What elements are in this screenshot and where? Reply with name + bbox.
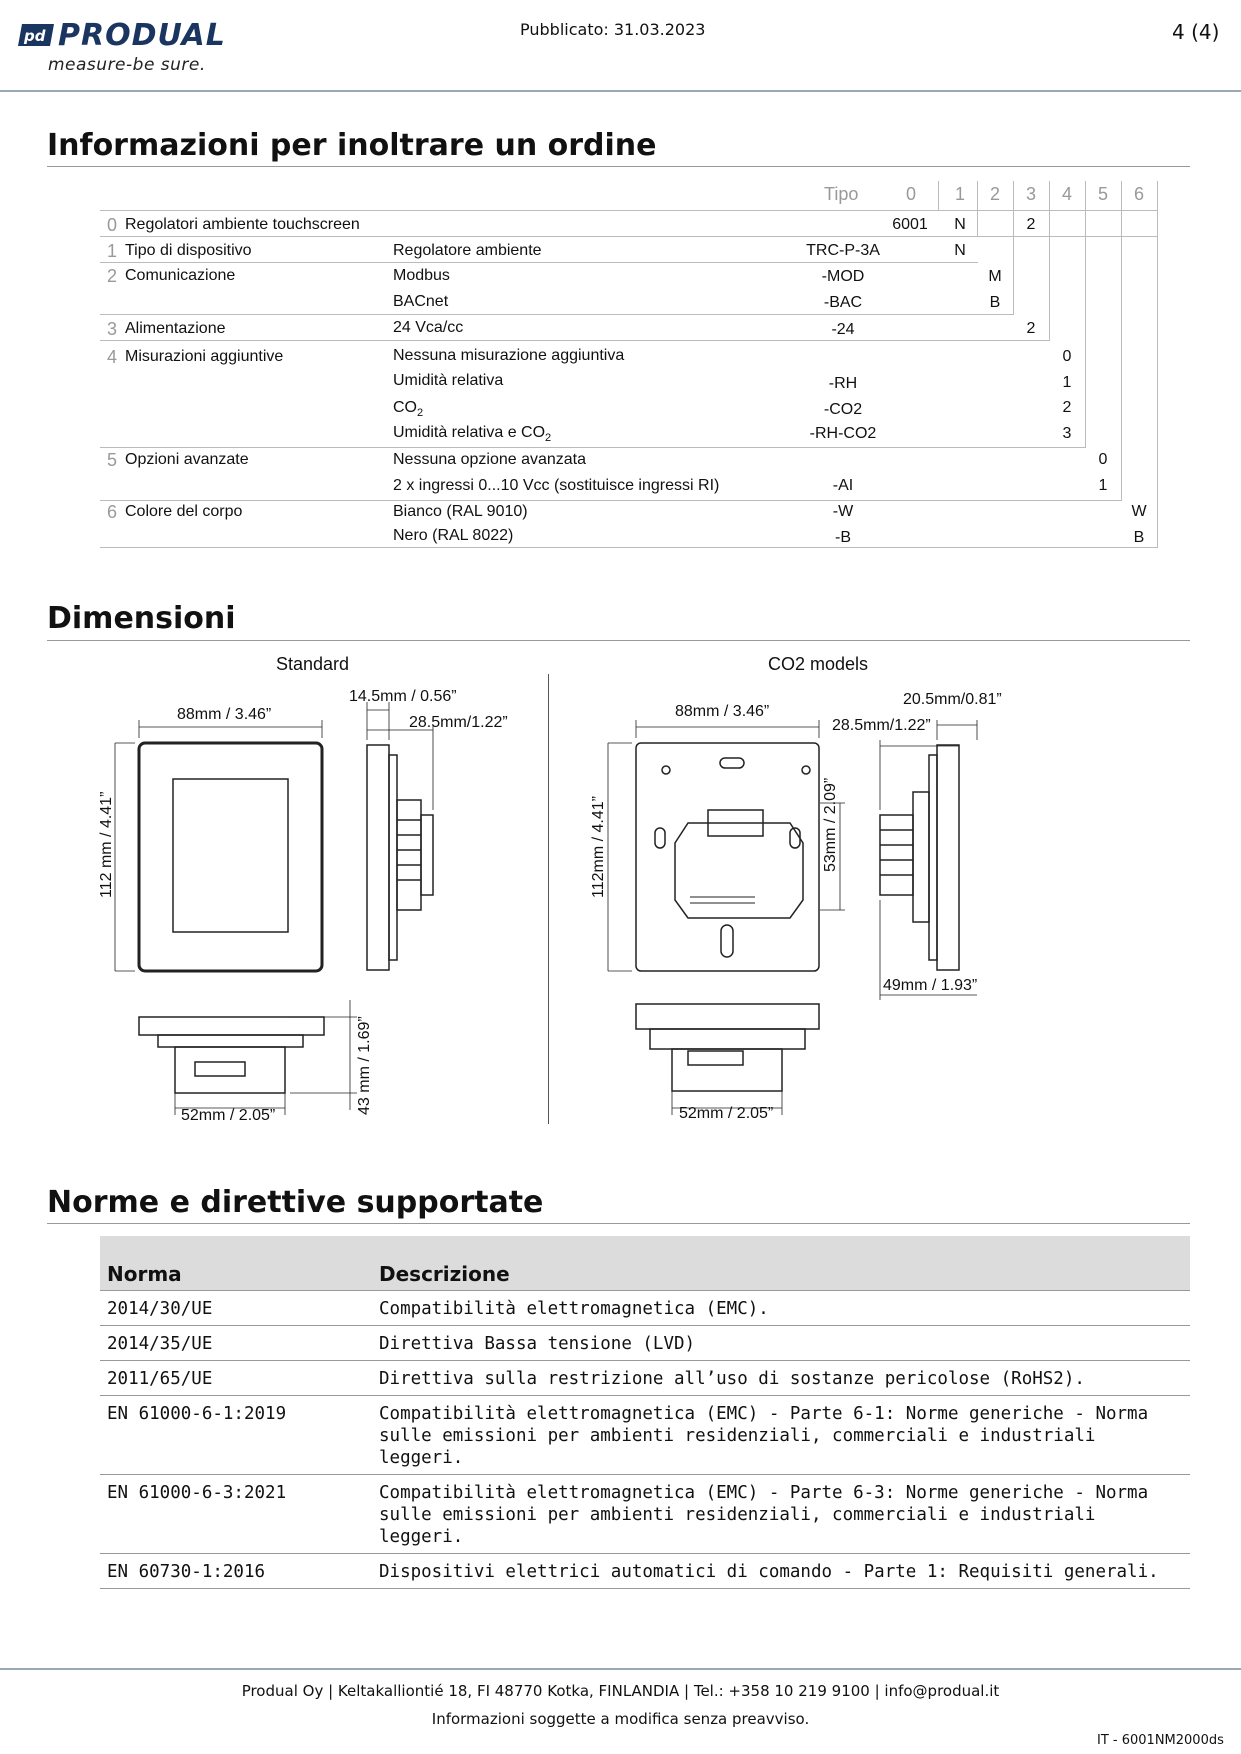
row-value: W: [1131, 503, 1147, 520]
row-desc: 24 Vca/cc: [393, 319, 464, 336]
co2-depth-mid-dim: 28.5mm/1.22”: [832, 717, 931, 734]
brand-tagline: measure-be sure.: [48, 55, 206, 75]
row-code: -CO2: [823, 401, 863, 418]
norms-title: Norme e direttive supportate: [47, 1185, 544, 1220]
row-name: Tipo di dispositivo: [125, 242, 252, 259]
row-value: 1: [1098, 477, 1108, 494]
row-rule: [100, 236, 1157, 237]
row-code: -24: [831, 321, 855, 338]
norm-description: Direttiva sulla restrizione all’uso di sostanze pericolose (RoHS2).: [372, 1361, 1190, 1396]
norm-description: Dispositivi elettrici automatici di comando - Parte 1: Requisiti generali.: [372, 1554, 1190, 1589]
row-number: 2: [107, 266, 118, 286]
row-name: Regolatori ambiente touchscreen: [125, 216, 360, 233]
norm-code: 2011/65/UE: [100, 1361, 372, 1396]
row-desc: Modbus: [393, 267, 450, 284]
row-name: Misurazioni aggiuntive: [125, 348, 284, 365]
std-bottom-width-dim: 52mm / 2.05”: [181, 1107, 276, 1124]
column-divider: [938, 181, 939, 210]
row-desc-text: Umidità relativa e CO: [393, 424, 546, 441]
row-value: N: [954, 242, 966, 259]
table-header-row: [100, 1236, 1190, 1291]
column-header: 5: [1097, 184, 1108, 204]
co2-bottom-width-dim: 52mm / 2.05”: [679, 1105, 774, 1122]
co2-height-dim: 112mm / 4.41”: [590, 796, 607, 898]
row-name: Comunicazione: [125, 267, 236, 284]
norm-code: 2014/35/UE: [100, 1326, 372, 1361]
norm-code: EN 61000-6-1:2019: [100, 1396, 372, 1475]
column-divider: [977, 181, 978, 237]
drawing-separator: [548, 674, 549, 1124]
column-header: 1: [954, 184, 965, 204]
row-value: M: [988, 268, 1002, 285]
norm-description: Compatibilità elettromagnetica (EMC).: [372, 1291, 1190, 1326]
order-title-rule: [47, 166, 1190, 167]
column-divider: [1121, 181, 1122, 501]
row-name: Colore del corpo: [125, 503, 243, 520]
row-code: TRC-P-3A: [806, 242, 880, 259]
row-value: 2: [1026, 320, 1036, 337]
row-desc: Regolatore ambiente: [393, 242, 542, 259]
std-bottom-height-dim: 43 mm / 1.69”: [356, 1016, 373, 1115]
column-divider: [1049, 181, 1050, 340]
row-desc: Nero (RAL 8022): [393, 527, 514, 544]
norms-title-rule: [47, 1223, 1190, 1224]
published-date: Pubblicato: 31.03.2023: [520, 20, 706, 39]
column-divider: [1157, 181, 1158, 547]
column-divider: [1085, 181, 1086, 447]
table-row: [100, 1326, 1190, 1361]
co2-inner-height-dim: 53mm / 2.09”: [822, 777, 839, 872]
footer-contact: Produal Oy | Keltakalliontié 18, FI 48770 Kotka, FINLANDIA | Tel.: +358 10 219 9100 | info@produal.it: [241, 1682, 1000, 1700]
co2-width-dim: 88mm / 3.46”: [675, 703, 770, 720]
row-number: 6: [107, 502, 118, 522]
column-header: 3: [1025, 184, 1036, 204]
std-depth-front-dim: 14.5mm / 0.56”: [349, 688, 457, 705]
type-code: N: [954, 216, 966, 233]
row-desc: Nessuna misurazione aggiuntiva: [393, 347, 625, 364]
column-header: 0: [905, 184, 916, 204]
row-code: -W: [832, 503, 854, 520]
row-name: Opzioni avanzate: [125, 451, 249, 468]
row-desc: 2 x ingressi 0...10 Vcc (sostituisce ingressi RI): [393, 477, 720, 494]
brand-name: PRODUAL: [58, 18, 226, 53]
std-height-dim: 112 mm / 4.41”: [98, 791, 115, 898]
row-name: Alimentazione: [125, 320, 226, 337]
column-header: 4: [1061, 184, 1072, 204]
norm-code: EN 60730-1:2016: [100, 1554, 372, 1589]
column-header: 2: [989, 184, 1000, 204]
row-value: B: [1133, 529, 1145, 546]
row-rule: [100, 314, 1014, 315]
row-number: 3: [107, 319, 118, 339]
std-width-dim: 88mm / 3.46”: [177, 706, 272, 723]
norm-description: Compatibilità elettromagnetica (EMC) - Parte 6-3: Norme generiche - Norma sulle emissioni per ambienti residenziali, commerciali e industriali leggeri.: [372, 1475, 1190, 1554]
svg-text:pd: pd: [24, 27, 46, 45]
row-code: -AI: [832, 477, 854, 494]
standard-dimension-drawing: [95, 680, 535, 1140]
type-code: 6001: [892, 216, 928, 233]
tipo-label: Tipo: [824, 184, 859, 204]
row-desc: BACnet: [393, 293, 449, 310]
produal-mark-icon: [18, 22, 56, 48]
row-desc: Bianco (RAL 9010): [393, 503, 528, 520]
column-header: 6: [1133, 184, 1144, 204]
table-row: [100, 1361, 1190, 1396]
co2-dimension-drawing: [580, 680, 1000, 1140]
row-rule: [100, 262, 978, 263]
co2-depth-front-dim: 20.5mm/0.81”: [903, 691, 1002, 708]
dimensions-title: Dimensioni: [47, 601, 236, 636]
row-desc-text: CO: [393, 399, 417, 416]
column-header-norma: Norma: [100, 1236, 372, 1291]
row-code: -RH: [828, 375, 858, 392]
dimensions-title-rule: [47, 640, 1190, 641]
row-code: -B: [835, 529, 851, 546]
standard-label: Standard: [276, 654, 350, 674]
row-desc: [393, 424, 551, 444]
co2-models-label: CO2 models: [768, 654, 869, 674]
row-rule: [100, 210, 1157, 211]
produal-logo: [18, 18, 228, 80]
row-value: 0: [1098, 451, 1108, 468]
order-title: Informazioni per inoltrare un ordine: [47, 128, 657, 163]
table-row: [100, 1554, 1190, 1589]
row-rule: [100, 500, 1122, 501]
norms-table: [100, 1236, 1190, 1589]
norm-description: Compatibilità elettromagnetica (EMC) - Parte 6-1: Norme generiche - Norma sulle emissioni per ambienti residenziali, commerciali e industriali leggeri.: [372, 1396, 1190, 1475]
row-rule: [100, 340, 1050, 341]
document-id: IT - 6001NM2000ds: [1097, 1733, 1224, 1748]
footer-notice: Informazioni soggette a modifica senza preavviso.: [431, 1710, 810, 1728]
row-desc: Umidità relativa: [393, 372, 504, 389]
norm-code: EN 61000-6-3:2021: [100, 1475, 372, 1554]
row-rule: [100, 547, 1158, 548]
page-number: 4 (4): [1172, 20, 1220, 44]
subscript: 2: [545, 432, 552, 445]
std-depth-total-dim: 28.5mm/1.22”: [409, 714, 508, 731]
row-value: 2: [1062, 399, 1072, 416]
row-value: B: [989, 294, 1001, 311]
row-number: 5: [107, 450, 118, 470]
row-number: 1: [107, 241, 118, 261]
row-code: -MOD: [821, 268, 865, 285]
column-divider: [1013, 181, 1014, 314]
row-value: 0: [1062, 348, 1072, 365]
norm-code: 2014/30/UE: [100, 1291, 372, 1326]
norm-description: Direttiva Bassa tensione (LVD): [372, 1326, 1190, 1361]
row-value: 1: [1062, 374, 1072, 391]
row-desc: Nessuna opzione avanzata: [393, 451, 587, 468]
subscript: 2: [417, 407, 424, 420]
table-row: [100, 1396, 1190, 1475]
column-header-descrizione: Descrizione: [372, 1236, 1190, 1291]
table-row: [100, 1291, 1190, 1326]
footer-divider: [0, 1668, 1241, 1670]
type-code: 2: [1026, 216, 1036, 233]
row-number: 4: [107, 347, 118, 367]
row-code: -RH-CO2: [809, 425, 877, 442]
row-value: 3: [1062, 425, 1072, 442]
row-code: -BAC: [823, 294, 863, 311]
row-number: 0: [107, 215, 118, 235]
table-row: [100, 1475, 1190, 1554]
row-desc: [393, 399, 423, 419]
header-divider: [0, 90, 1241, 92]
row-rule: [100, 447, 1086, 448]
co2-depth-total-dim: 49mm / 1.93”: [883, 977, 978, 994]
